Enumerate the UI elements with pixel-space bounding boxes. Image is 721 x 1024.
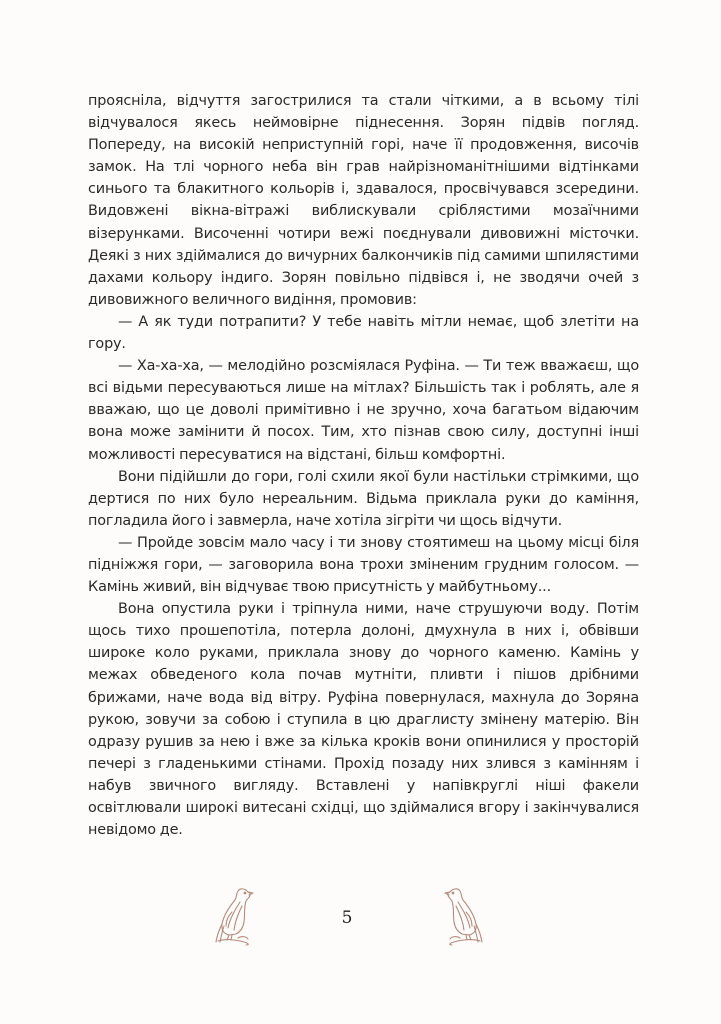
paragraph: Вона опустила руки i трiпнула ними, наче струшуючи воду. Потiм щось тихо прошепотiла, потерла долонi, дмухнула в них i, обвiвши широке коло руками, приклала знову до чорного каменю. Камiнь у межах обведеного кола почав мутнiти, пливти i пiшов дрiбними брижами, наче вода вiд вiтру. Руфiна повернулася, махнула до Зоряна рукою, зовучи за собою i ступила в цю драглисту змiнену матерiю. Вiн одразу рушив за нею i вже за кiлька крокiв вони опинилися у просторiй печерi з гладенькими стiнами. Прохiд позаду них злився з камiнням i набув звичного вигляду. Вставленi у напiвкруглi нiшi факели освiтлювали широкi витесанi схiдцi, що здiймалися вгору i закiнчувалися невiдомо де.	[88, 601, 639, 839]
body-text	[88, 90, 639, 841]
paragraph: — Пройде зовсiм мало часу i ти знову стоятимеш на цьому мiсцi бiля пiднiжжя гори, — заговорила вона трохи змiненим грудним голосом. — Камiнь живий, вiн вiдчуває твою присутнiсть у майбутньому...	[88, 534, 639, 596]
falcon-icon	[210, 884, 260, 946]
falcon-icon	[438, 884, 488, 946]
paragraph: прояснiла, вiдчуття загострилися та стали чiткими, а в всьому тiлi вiдчувалося якесь неймовiрне пiднесення. Зорян пiдвiв погляд. Попереду, на високiй неприступнiй горi, наче її продовження, височiв замок. На тлi чорного неба вiн грав найрiзноманiтнiшими вiдтiнками синього та блакитного кольорiв i, здавалося, просвiчувався зсередини. Видовженi вiкна-вiтражi виблискували срiблястими мозаїчними вiзерунками. Височеннi чотири вежi поєднували дивовижнi мiсточки. Деякi з них здiймалися до вичурних балкончикiв пiд самими шпилястими дахами кольору iндиго. Зорян повiльно пiдвiвся i, не зводячи очей з дивовижного величного видiння, промовив:	[88, 93, 639, 308]
page-number: 5	[341, 908, 353, 928]
paragraph: Вони пiдiйшли до гори, голi схили якої були настiльки стрiмкими, що дертися по них було нереальним. Вiдьма приклала руки до камiння, погладила його i завмерла, наче хотiла зiгрiти чи щось вiдчути.	[88, 468, 639, 529]
paragraph: — А як туди потрапити? У тебе навiть мiтли немає, щоб злетiти на гору.	[88, 313, 639, 353]
paragraph: — Ха-ха-ха, — мелодiйно розсмiялася Руфiна. — Ти теж вважаєш, що всi вiдьми пересуваються лише на мiтлах? Бiльшiсть так i роблять, але я вважаю, що це доволi примiтивно i не зручно, хоча багатьом вiдаючим вона може замiнити й посох. Тим, хто пiзнав свою силу, доступнi iншi можливостi пересуватися на вiдстанi, бiльш комфортнi.	[88, 358, 639, 463]
page-footer	[0, 880, 721, 950]
